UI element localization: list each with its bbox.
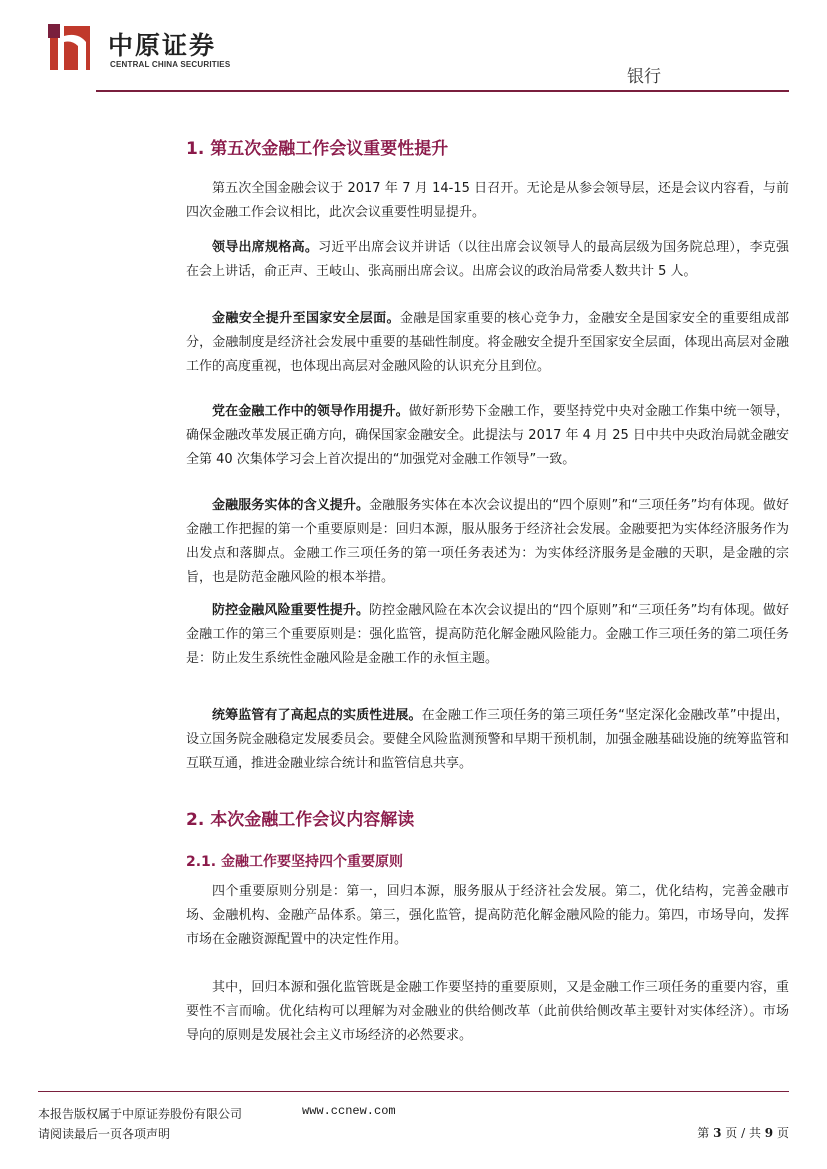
header-divider (96, 90, 789, 92)
footer-disclaimer: 请阅读最后一页各项声明 (38, 1127, 171, 1141)
paragraph-risk-control (186, 599, 789, 671)
page-prefix: 第 (697, 1126, 710, 1140)
paragraph-party-leadership-lead: 党在金融工作中的领导作用提升。 (212, 404, 409, 419)
paragraph-intro: 第五次全国金融会议于 2017 年 7 月 14-15 日召开。无论是从参会领导层，还是会议内容看，与前四次金融工作会议相比，此次会议重要性明显提升。 (186, 181, 789, 220)
footer-divider (38, 1091, 789, 1092)
paragraph-leadership-lead: 领导出席规格高。 (212, 240, 319, 255)
page-indicator (697, 1124, 789, 1141)
subsection-heading-2-1: 2.1. 金融工作要坚持四个重要原则 (186, 854, 403, 870)
page-header (0, 0, 827, 95)
logo-mark-icon (48, 22, 96, 74)
page-suffix: 页 (776, 1126, 789, 1140)
section-heading-2: 2. 本次金融工作会议内容解读 (186, 810, 415, 830)
paragraph-leadership-text: 习近平出席会议并讲话（以往出席会议领导人的最高层级为国务院总理），李克强在会上讲话，俞正声、王岐山、张高丽出席会议。出席会议的政治局常委人数共计 5 人。 (186, 240, 789, 279)
paragraph-principles-analysis: 其中，回归本源和强化监管既是金融工作要坚持的重要原则，又是金融工作三项任务的重要内容，重要性不言而喻。优化结构可以理解为对金融业的供给侧改革（此前供给侧改革主要针对实体经济）。市场导向的原则是发展社会主义市场经济的必然要求。 (186, 980, 789, 1043)
paragraph-leadership (186, 236, 789, 284)
paragraph-party-leadership-text: 做好新形势下金融工作，要坚持党中央对金融工作集中统一领导，确保金融改革发展正确方向，确保国家金融安全。此提法与 2017 年 4 月 25 日中共中央政治局就金融安全第 40 次集体学习会上首次提出的“加强党对金融工作领导”一致。 (186, 404, 789, 467)
paragraph-real-economy (186, 494, 789, 590)
footer-copyright: 本报告版权属于中原证券股份有限公司 (38, 1107, 243, 1121)
logo-chinese-name: 中原证券 (108, 31, 217, 60)
paragraph-coordinated-supervision (186, 704, 789, 776)
logo-english-name: CENTRAL CHINA SECURITIES (110, 60, 231, 69)
company-logo (48, 22, 258, 80)
paragraph-financial-security-text: 金融是国家重要的核心竞争力，金融安全是国家安全的重要组成部分，金融制度是经济社会发展中重要的基础性制度。将金融安全提升至国家安全层面，体现出高层对金融工作的高度重视，也体现出高层对金融风险的认识充分且到位。 (186, 311, 789, 374)
paragraph-risk-control-text: 防控金融风险在本次会议提出的“四个原则”和“三项任务”均有体现。做好金融工作的第三个重要原则是：强化监管，提高防范化解金融风险能力。金融工作三项任务的第二项任务是：防止发生系统性金融风险是金融工作的永恒主题。 (186, 603, 789, 666)
section-heading-1: 1. 第五次金融工作会议重要性提升 (186, 139, 449, 159)
footer-website-link[interactable]: www.ccnew.com (302, 1104, 396, 1118)
paragraph-risk-control-lead: 防控金融风险重要性提升。 (212, 603, 370, 618)
paragraph-coordinated-supervision-lead: 统筹监管有了高起点的实质性进展。 (212, 708, 422, 723)
paragraph-real-economy-text: 金融服务实体在本次会议提出的“四个原则”和“三项任务”均有体现。做好金融工作把握的第一个重要原则是：回归本源，服从服务于经济社会发展。金融要把为实体经济服务作为出发点和落脚点。金融工作三项任务的第一项任务表述为：为实体经济服务是金融的天职，是金融的宗旨，也是防范金融风险的根本举措。 (186, 498, 789, 585)
page-middle: 页 / 共 (725, 1126, 761, 1140)
page-total: 9 (764, 1126, 774, 1140)
page-number: 3 (713, 1126, 722, 1140)
paragraph-coordinated-supervision-text: 在金融工作三项任务的第三项任务“坚定深化金融改革”中提出，设立国务院金融稳定发展委员会。要健全风险监测预警和早期干预机制，加强金融基础设施的统筹监管和互联互通，推进金融业综合统计和监管信息共享。 (186, 708, 789, 771)
section-label: 银行 (627, 67, 661, 87)
paragraph-financial-security (186, 307, 789, 379)
paragraph-four-principles: 四个重要原则分别是：第一，回归本源，服务服从于经济社会发展。第二，优化结构，完善金融市场、金融机构、金融产品体系。第三，强化监管，提高防范化解金融风险的能力。第四，市场导向，发挥市场在金融资源配置中的决定性作用。 (186, 884, 789, 947)
paragraph-financial-security-lead: 金融安全提升至国家安全层面。 (212, 311, 400, 326)
paragraph-party-leadership (186, 400, 789, 472)
paragraph-real-economy-lead: 金融服务实体的含义提升。 (212, 498, 370, 513)
footer-notes (38, 1104, 242, 1144)
